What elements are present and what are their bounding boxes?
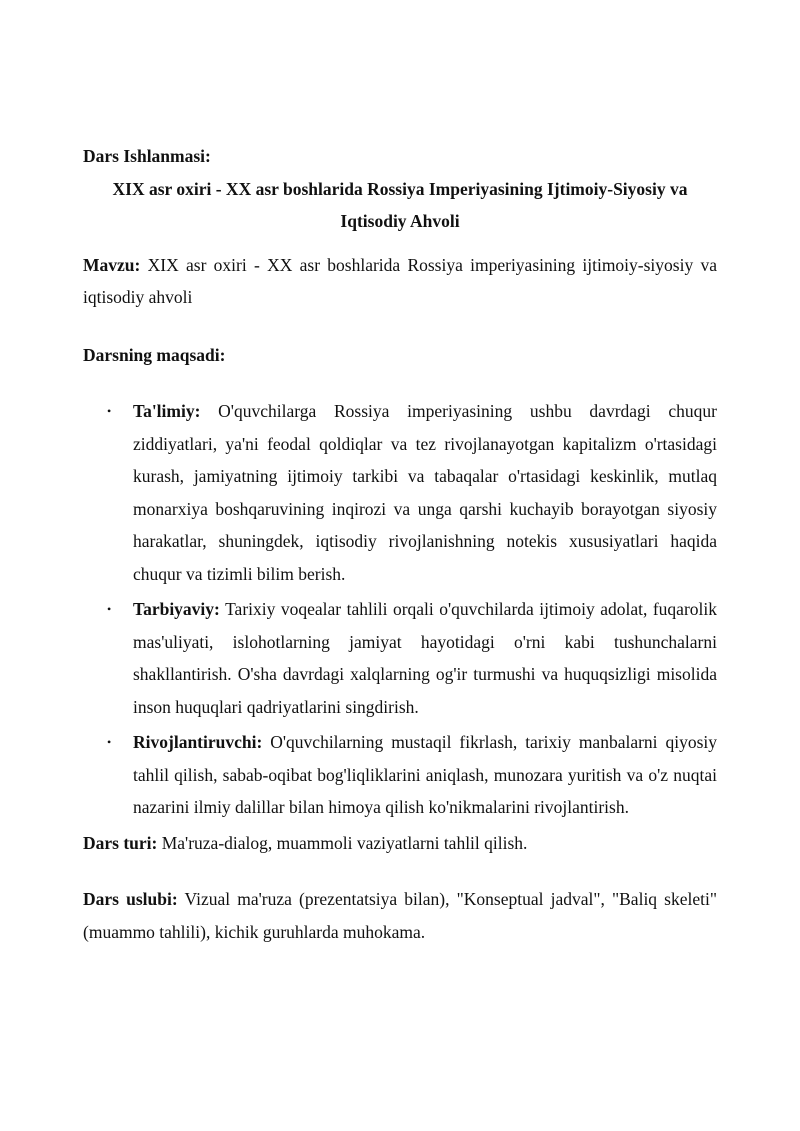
objectives-heading: Darsning maqsadi: bbox=[83, 344, 226, 365]
objectives-list bbox=[83, 395, 717, 824]
objective-label: Tarbiyaviy: bbox=[133, 599, 220, 619]
lesson-type-text: Ma'ruza-dialog, muammoli vaziyatlarni tahlil qilish. bbox=[161, 832, 528, 853]
bullet-icon: • bbox=[107, 602, 112, 616]
objective-label: Ta'limiy: bbox=[133, 401, 201, 421]
lesson-type-paragraph bbox=[83, 827, 717, 860]
lesson-method-label: Dars uslubi: bbox=[83, 889, 178, 909]
bullet-icon: • bbox=[107, 404, 112, 418]
objective-label: Rivojlantiruvchi: bbox=[133, 732, 263, 752]
topic-label: Mavzu: bbox=[83, 254, 141, 275]
objective-text: Tarixiy voqealar tahlili orqali o'quvchilarda ijtimoiy adolat, fuqarolik mas'uliyati, islohotlarning jamiyat hayotidagi o'rni kabi tushunchalarni shakllantirish. O'sha davrdagi xalqlarning og'ir turmushi va huquqsizligi misolida inson huquqlari qadriyatlarini singdirish. bbox=[133, 599, 718, 717]
lesson-method-text: Vizual ma'ruza (prezentatsiya bilan), "Konseptual jadval", "Baliq skeleti" (muammo tahlili), kichik guruhlarda muhokama. bbox=[83, 889, 718, 942]
topic-paragraph bbox=[83, 249, 717, 314]
objective-text: O'quvchilarning mustaqil fikrlash, tarixiy manbalarni qiyosiy tahlil qilish, sabab-oqibat bog'liqliklarini aniqlash, munozara yuritish va o'z nuqtai nazarini ilmiy dalillar bilan himoya qilish ko'nikmalarini rivojlantirish. bbox=[133, 732, 718, 817]
lesson-type-label: Dars turi: bbox=[83, 832, 158, 853]
bullet-icon: • bbox=[107, 735, 112, 749]
document-label: Dars Ishlanmasi: bbox=[83, 146, 211, 166]
objective-text: O'quvchilarga Rossiya imperiyasining ushbu davrdagi chuqur ziddiyatlari, ya'ni feodal qoldiqlar va tez rivojlanayotgan kapitalizm o'rtasidagi kurash, jamiyatning ijtimoiy tarkibi va tabaqalar o'rtasidagi keskinlik, mutlaq monarxiya boshqaruvining inqirozi va unga qarshi kuchayib borayotgan siyosiy harakatlar, shuningdek, iqtisodiy rivojlanishning notekis xususiyatlari haqida chuqur va tizimli bilim berish. bbox=[133, 401, 717, 584]
document-page bbox=[83, 140, 717, 948]
topic-text: XIX asr oxiri - XX asr boshlarida Rossiya imperiyasining ijtimoiy-siyosiy va iqtisodiy ahvoli bbox=[83, 254, 718, 307]
objective-item-developmental bbox=[83, 726, 717, 824]
objective-item-upbringing bbox=[83, 593, 717, 723]
objective-item-educational bbox=[83, 395, 717, 590]
lesson-method-paragraph bbox=[83, 883, 717, 948]
document-title: XIX asr oxiri - XX asr boshlarida Rossiya Imperiyasining Ijtimoiy-Siyosiy va Iqtisodiy Ahvoli bbox=[112, 178, 688, 231]
